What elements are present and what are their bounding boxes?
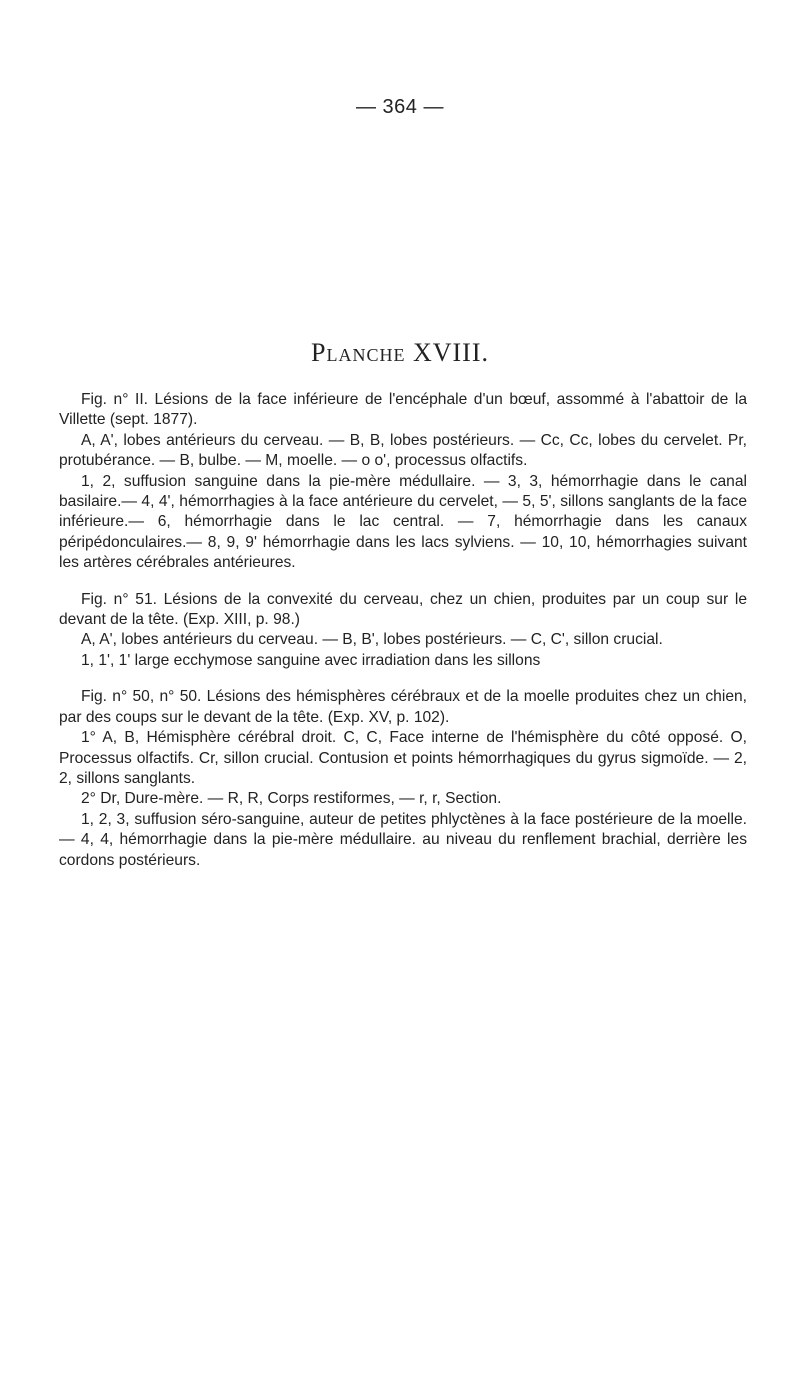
fig-50-lesions: 1, 2, 3, suffusion séro-sanguine, auteur de petites phlyctènes à la face postérieure de la moelle. — 4, 4, hémorrhagie dans la pie-mère médullaire. au niveau du renflement brachial, derrière les cordons postérieurs. (59, 810, 747, 869)
fig-51-lesions: 1, 1', 1' large ecchymose sanguine avec irradiation dans les sillons (81, 651, 541, 669)
fig-11-key: A, A', lobes antérieurs du cerveau. — B, B, lobes postérieurs. — Cc, Cc, lobes du cervelet. Pr, protubérance. — B, bulbe. — M, moelle. — o o', processus olfactifs. (59, 431, 747, 470)
fig-51-caption: Fig. n° 51. Lésions de la convexité du cerveau, chez un chien, produites par un coup sur le devant de la tête. (Exp. XIII, p. 98.) (59, 590, 747, 629)
fig-50-caption: Fig. n° 50, n° 50. Lésions des hémisphères cérébraux et de la moelle produites chez un chien, par des coups sur le devant de la tête. (Exp. XV, p. 102). (59, 688, 747, 726)
figure-legends (59, 390, 747, 871)
plate-title: Planche XVIII. (311, 338, 489, 367)
fig-51-key: A, A', lobes antérieurs du cerveau. — B, B', lobes postérieurs. — C, C', sillon crucial. (81, 631, 663, 649)
fig-11-lesions: 1, 2, suffusion sanguine dans la pie-mère médullaire. — 3, 3, hémorrhagie dans le canal basilaire.— 4, 4', hémorrhagies à la face antérieure du cervelet, — 5, 5', sillons sanglants de la face inférieure.— 6, hémorrhagie dans le lac central. — 7, hémorrhagie dans les canaux péripédonculaires.— 8, 9, 9' hémorrhagie dans les lacs sylviens. — 10, 10, hémorrhagies suivant les artères cérébrales antérieures. (59, 472, 747, 572)
fig-50-key-2: 2° Dr, Dure-mère. — R, R, Corps restiformes, — r, r, Section. (81, 790, 502, 808)
fig-11-caption: Fig. n° II. Lésions de la face inférieure de l'encéphale d'un bœuf, assommé à l'abattoir de la Villette (sept. 1877). (59, 391, 747, 429)
fig-50-key-1: 1° A, B, Hémisphère cérébral droit. C, C, Face interne de l'hémisphère du côté opposé. O, Processus olfactifs. Cr, sillon crucial. Contusion et points hémorrhagiques du gyrus sigmoïde. — 2, 2, sillons sanglants. (59, 729, 747, 787)
page-number: — 364 — (356, 96, 444, 118)
